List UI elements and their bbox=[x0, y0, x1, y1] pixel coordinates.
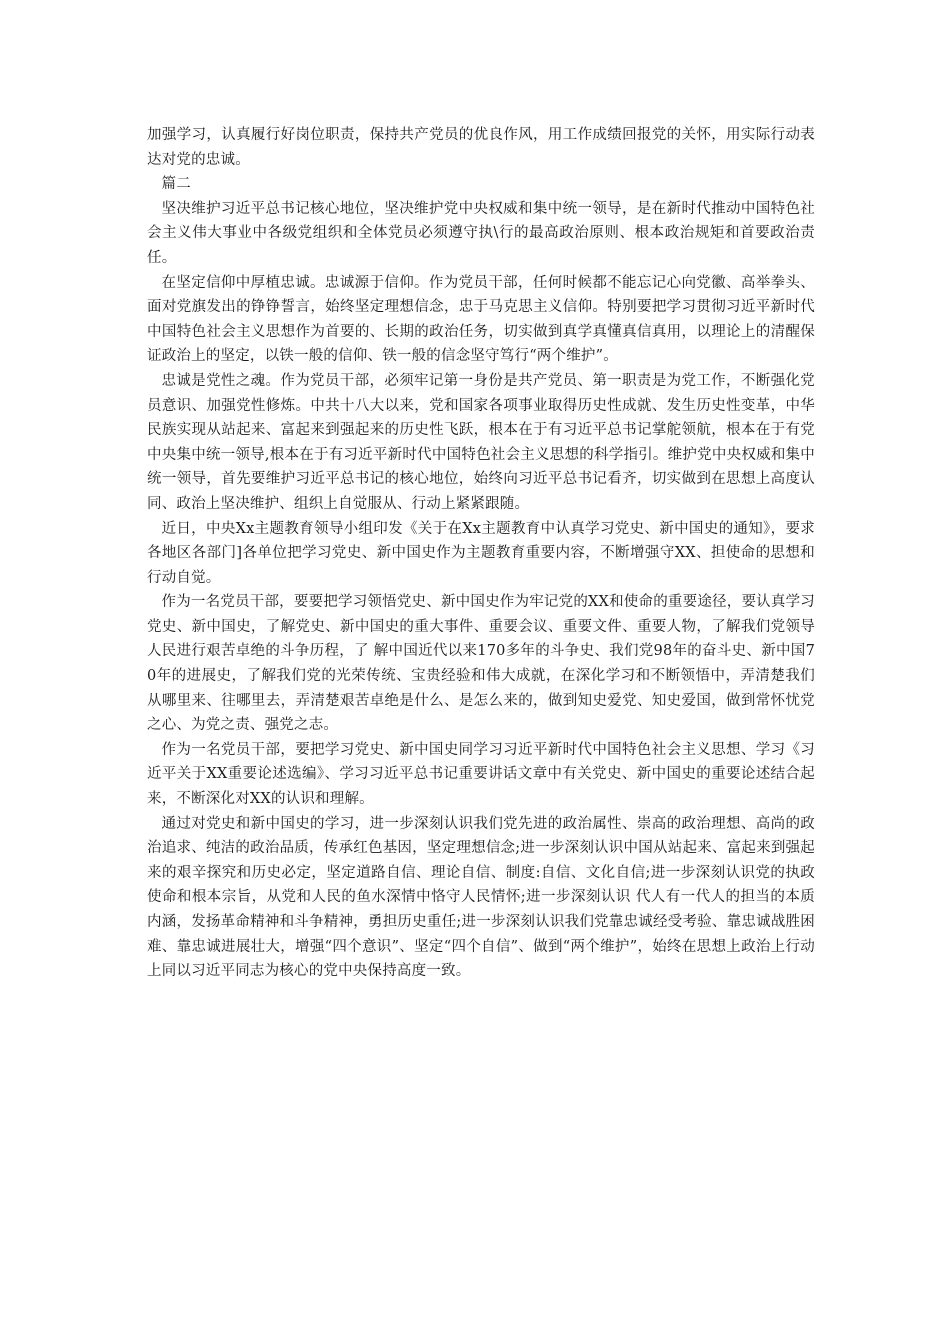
paragraph-8: 通过对党史和新中国史的学习，进一步深刻认识我们党先进的政治属性、崇高的政治理想、高尚的政治追求、纯洁的政治品质，传承红色基因，坚定理想信念;进一步深刻认识中国从站起来、富起来到强起来的艰辛探究和历史必定，坚定道路自信、理论自信、制度:自信、文化自信;进一步深刻认识党的执政使命和根本宗旨，从党和人民的鱼水深情中恪守人民情怀;进一步深刻认识 代人有一代人的担当的本质内涵，发扬革命精神和斗争精神，勇担历史重任;进一步深刻认识我们党靠忠诚经受考验、靠忠诚战胜困难、靠忠诚进展壮大，增强“四个意识”、坚定“四个自信”、做到“两个维护”，始终在思想上政治上行动上同以习近平同志为核心的党中央保持高度一致。 bbox=[147, 815, 815, 980]
paragraph-5: 近日，中央Xx主题教育领导小组印发《关于在Xx主题教育中认真学习党史、新中国史的通知》，要求各地区各部门]各单位把学习党史、新中国史作为主题教育重要内容，不断增强守XX、担使命的思想和行动自觉。 bbox=[147, 520, 815, 586]
paragraph-4: 忠诚是党性之魂。作为党员干部，必须牢记第一身份是共产党员、第一职责是为党工作，不断强化党员意识、加强党性修炼。中共十八大以来，党和国家各项事业取得历史性成就、发生历史性变革，中华民族实现从站起来、富起来到强起来的历史性飞跃，根本在于有习近平总书记掌舵领航，根本在于有党中央集中统一领导,根本在于有习近平新时代中国特色社会主义思想的科学指引。维护党中央权威和集中统一领导，首先要维护习近平总书记的核心地位，始终向习近平总书记看齐，切实做到在思想上高度认同、政治上坚决维护、组织上自觉服从、行动上紧紧跟随。 bbox=[147, 372, 815, 512]
paragraph-1: 加强学习，认真履行好岗位职责，保持共产党员的优良作风，用工作成绩回报党的关怀，用实际行动表达对党的忠诚。 bbox=[147, 127, 815, 168]
paragraph-2: 坚决维护习近平总书记核心地位，坚决维护党中央权威和集中统一领导，是在新时代推动中国特色社会主义伟大事业中各级党组织和全体党员必须遵守执\行的最高政治原则、根本政治规矩和首要政治责任。 bbox=[147, 200, 815, 266]
section-heading: 篇二 bbox=[161, 176, 191, 193]
document-body bbox=[147, 123, 815, 984]
paragraph-6: 作为一名党员干部，要要把学习领悟党史、新中国史作为牢记党的XX和使命的重要途径，要认真学习党史、新中国史，了解党史、新中国史的重大事件、重要会议、重要文件、重要人物，了解我们党领导人民进行艰苦卓绝的斗争历程，了 解中国近代以来170多年的斗争史、我们党98年的奋斗史、新中国70年的进展史，了解我们党的光荣传统、宝贵经验和伟大成就，在深化学习和不断领悟中，弄清楚我们从哪里来、往哪里去，弄清楚艰苦卓绝是什么、是怎么来的，做到知史爱党、知史爱国，做到常怀忧党之心、为党之责、强党之志。 bbox=[147, 594, 815, 734]
paragraph-7: 作为一名党员干部，要把学习党史、新中国史同学习习近平新时代中国特色社会主义思想、学习《习近平关于XX重要论述选编》、学习习近平总书记重要讲话文章中有关党史、新中国史的重要论述结合起来，不断深化对XX的认识和理解。 bbox=[147, 741, 815, 808]
paragraph-3: 在坚定信仰中厚植忠诚。忠诚源于信仰。作为党员干部，任何时候都不能忘记心向党徽、高举拳头、面对党旗发出的铮铮誓言，始终坚定理想信念，忠于马克思主义信仰。特别要把学习贯彻习近平新时代中国特色社会主义思想作为首要的、长期的政治任务，切实做到真学真懂真信真用，以理论上的清醒保证政治上的坚定，以铁一般的信仰、铁一般的信念坚守笃行“两个维护”。 bbox=[147, 274, 815, 365]
